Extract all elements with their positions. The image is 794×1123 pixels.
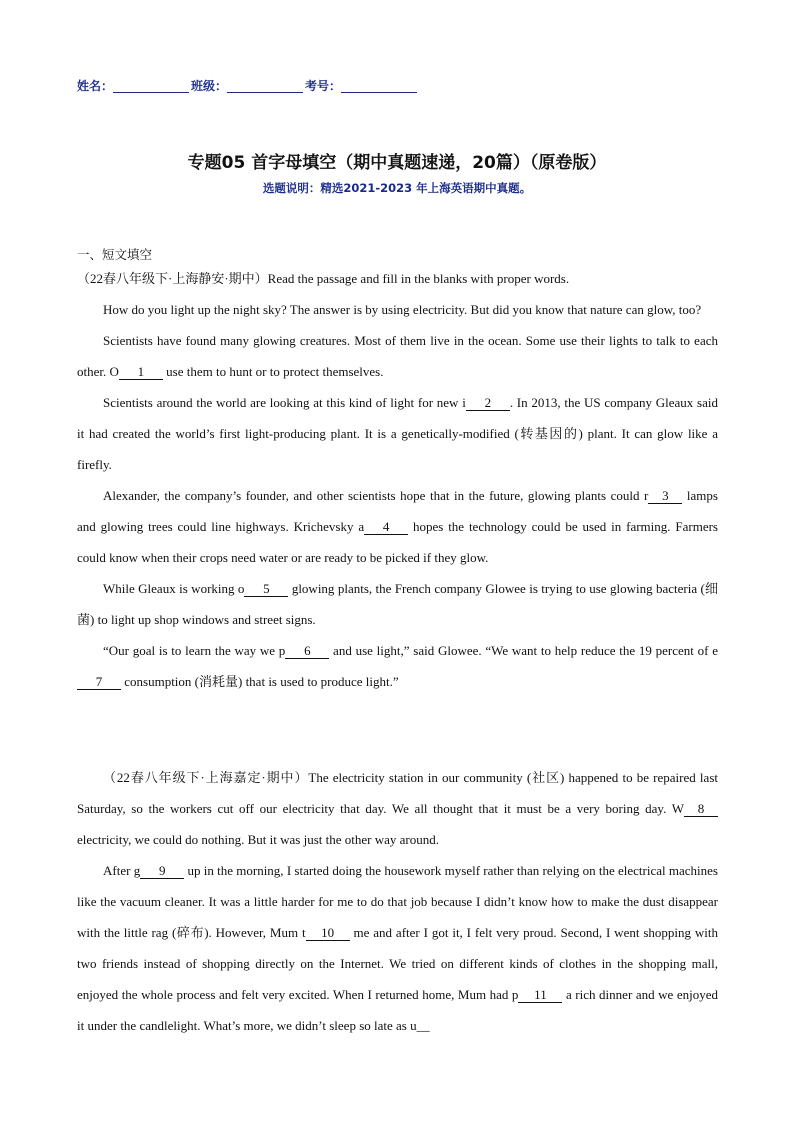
page-title: 专题05 首字母填空（期中真题速递，20篇）（原卷版） xyxy=(187,153,607,173)
text-run: a rich dinner and we enjoyed it under the candlelight. What’s more, we didn’t sleep so late as u__ xyxy=(77,987,718,1033)
blank-10[interactable]: 10 xyxy=(306,926,350,941)
id-label: 考号： xyxy=(305,79,342,93)
passage-1-paragraph xyxy=(77,325,718,387)
blank-1[interactable]: 1 xyxy=(119,365,163,380)
name-label: 姓名： xyxy=(77,79,114,93)
section-heading: 一、短文填空 xyxy=(77,247,153,262)
text-run: hopes the technology could be used in farming. Farmers could know when their crops need water or are ready to be picked if they glow. xyxy=(77,519,718,565)
class-label: 班级： xyxy=(191,79,228,93)
text-run: While Gleaux is working o xyxy=(103,581,245,596)
blank-9[interactable]: 9 xyxy=(140,864,184,879)
text-run: lamps and glowing trees could line highways. Krichevsky a xyxy=(77,488,718,534)
blank-3[interactable]: 3 xyxy=(648,489,682,504)
blank-7[interactable]: 7 xyxy=(77,675,121,690)
text-run: After g xyxy=(103,863,141,878)
text-run: up in the morning, I started doing the housework myself rather than relying on the electrical machines like the vacuum cleaner. It was a little harder for me to do that job because I didn’t know how to make the dust disappear with the little rag (碎布). However, Mum t xyxy=(77,863,718,940)
blank-4[interactable]: 4 xyxy=(364,520,408,535)
text-run: . In 2013, the US company Gleaux said it had created the world’s first light-producing plant. It is a genetically-modified (转基因的) plant. It can glow like a firefly. xyxy=(77,395,718,472)
text-run: and use light,” said Glowee. “We want to help reduce the 19 percent of e xyxy=(329,643,718,658)
blank-2[interactable]: 2 xyxy=(466,396,510,411)
text-run: me and after I got it, I felt very proud. Second, I went shopping with two friends instead of shopping directly on the Internet. We tried on different kinds of clothes in the shopping mall, enjoyed the whole process and felt very excited. When I returned home, Mum had p xyxy=(77,925,719,1002)
blank-6[interactable]: 6 xyxy=(285,644,329,659)
passage-2 xyxy=(77,762,718,1041)
name-blank[interactable] xyxy=(113,79,189,93)
passage-1-paragraph: How do you light up the night sky? The answer is by using electricity. But did you know that nature can glow, too? xyxy=(103,302,702,317)
blank-11[interactable]: 11 xyxy=(518,988,562,1003)
passage-1-paragraph xyxy=(77,480,718,573)
text-run: glowing plants, the French company Glowee is trying to use glowing bacteria (细菌) to light up shop windows and street signs. xyxy=(77,581,719,627)
passage-1-paragraph xyxy=(77,635,718,697)
passage-1 xyxy=(77,263,718,697)
text-run: Scientists have found many glowing creatures. Most of them live in the ocean. Some use their lights to talk to each other. O xyxy=(77,333,718,379)
text-run: electricity, we could do nothing. But it was just the other way around. xyxy=(77,832,439,847)
passage-1-source: （22春八年级下·上海静安·期中）Read the passage and fill in the blanks with proper words. xyxy=(77,271,570,286)
text-run: Alexander, the company’s founder, and other scientists hope that in the future, glowing plants could r xyxy=(103,488,649,503)
blank-5[interactable]: 5 xyxy=(244,582,288,597)
blank-8[interactable]: 8 xyxy=(684,802,718,817)
passage-2-paragraph xyxy=(77,855,718,1041)
text-run: consumption (消耗量) that is used to produce light.” xyxy=(121,674,399,689)
passage-1-paragraph xyxy=(77,387,718,480)
student-info-line xyxy=(77,77,419,94)
page-subtitle: 选题说明：精选2021-2023 年上海英语期中真题。 xyxy=(262,181,532,195)
passage-1-paragraph xyxy=(77,573,718,635)
text-run: Scientists around the world are looking at this kind of light for new i xyxy=(103,395,466,410)
text-run: use them to hunt or to protect themselves. xyxy=(162,364,384,379)
class-blank[interactable] xyxy=(227,79,303,93)
text-run: （22春八年级下·上海嘉定·期中）The electricity station in our community (社区) happened to be repaired last Saturday, so the workers cut off our electricity that day. We all thought that it must be a very boring day. W xyxy=(77,770,718,816)
text-run: “Our goal is to learn the way we p xyxy=(103,643,286,658)
passage-2-paragraph xyxy=(77,762,718,855)
id-blank[interactable] xyxy=(341,79,417,93)
